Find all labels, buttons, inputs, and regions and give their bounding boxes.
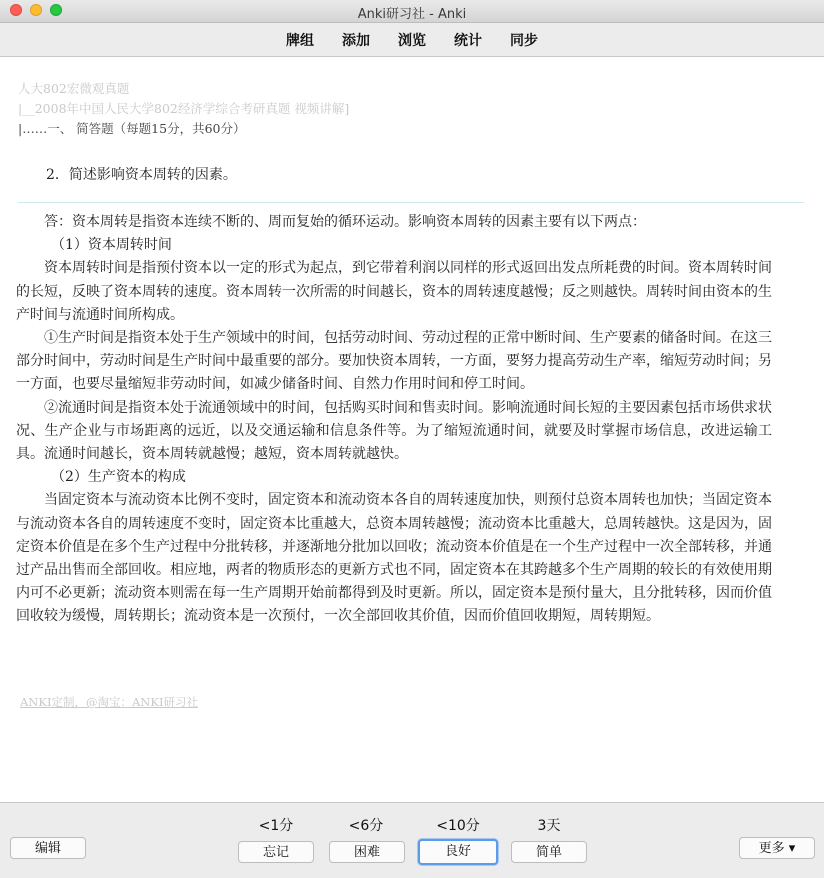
more-button[interactable]: 更多 ▾ xyxy=(739,837,815,859)
toolbar-stats[interactable]: 统计 xyxy=(454,32,482,49)
card-view xyxy=(0,57,824,802)
edit-button[interactable]: 编辑 xyxy=(10,837,86,859)
toolbar-browse[interactable]: 浏览 xyxy=(398,32,426,49)
good-button[interactable]: 良好 xyxy=(418,839,498,865)
footer-watermark[interactable]: ANKI定制，@淘宝：ANKI研习社 xyxy=(20,695,199,709)
toolbar-decks[interactable]: 牌组 xyxy=(286,32,314,49)
card-question: 2．简述影响资本周转的因素。 xyxy=(46,167,237,183)
interval-good: <10分 xyxy=(436,818,480,834)
breadcrumb-section: |……一、 简答题（每题15分，共60分） xyxy=(18,121,246,136)
answer-paragraph: 当固定资本与流动资本比例不变时，固定资本和流动资本各自的周转速度加快，则预付总资本周转也加快；当固定资本与流动资本各自的周转速度不变时，固定资本比重越大，总资本周转越慢；流动资本比重越大，总周转越快。这是因为，固定资本价值是在多个生产过程中分批转移，并逐渐地分批加以回收；流动资本价值是在一个生产过程中一次全部转移，并通过产品出售而全部回收。相应地，两者的物质形态的更新方式也不同，固定资本在其跨越多个生产周期的较长的有效使用期内可不必更新；流动资本则需在每一生产周期开始前都得到及时更新。所以，固定资本是预付量大，且分批转移，因而价值回收较为缓慢，周转期长；流动资本是一次预付，一次全部回收其价值，因而价值回收期短，周转期短。 xyxy=(16,492,772,625)
toolbar-add[interactable]: 添加 xyxy=(342,32,370,49)
answer-bar xyxy=(0,802,824,878)
interval-again: <1分 xyxy=(258,818,294,834)
interval-easy: 3天 xyxy=(537,818,561,834)
easy-button[interactable]: 简单 xyxy=(511,841,587,863)
answer-intro: 答：资本周转是指资本连续不断的、周而复始的循环运动。影响资本周转的因素主要有以下两点： xyxy=(44,214,646,230)
toolbar-sync[interactable]: 同步 xyxy=(510,32,538,49)
breadcrumb-exam: |__2008年中国人民大学802经济学综合考研真题 视频讲解] xyxy=(18,101,350,116)
hard-button[interactable]: 困难 xyxy=(329,841,405,863)
breadcrumb-deck: 人大802宏微观真题 xyxy=(18,81,130,96)
title-bar xyxy=(0,0,824,23)
interval-hard: <6分 xyxy=(348,818,384,834)
main-toolbar xyxy=(0,23,824,57)
again-button[interactable]: 忘记 xyxy=(238,841,314,863)
answer-heading-2: （2）生产资本的构成 xyxy=(51,469,186,486)
answer-divider xyxy=(18,202,804,203)
answer-heading-1: （1）资本周转时间 xyxy=(51,237,172,254)
card-answer xyxy=(16,211,772,629)
answer-paragraph: ①生产时间是指资本处于生产领域中的时间，包括劳动时间、劳动过程的正常中断时间、生产要素的储备时间。在这三部分时间中，劳动时间是生产时间中最重要的部分。要加快资本周转，一方面，要努力提高劳动生产率，缩短劳动时间；另一方面，也要尽量缩短非劳动时间，如减少储备时间、自然力作用时间和停工时间。 xyxy=(16,330,772,393)
answer-paragraph: ②流通时间是指资本处于流通领域中的时间，包括购买时间和售卖时间。影响流通时间长短的主要因素包括市场供求状况、生产企业与市场距离的远近，以及交通运输和信息条件等。为了缩短流通时间，就要及时掌握市场信息，改进运输工具。流通时间越长，资本周转就越慢；越短，资本周转就越快。 xyxy=(16,399,772,463)
window-title: Anki研习社 - Anki xyxy=(357,7,467,22)
answer-paragraph: 资本周转时间是指预付资本以一定的形式为起点，到它带着利润以同样的形式返回出发点所耗费的时间。资本周转时间的长短，反映了资本周转的速度。资本周转一次所需的时间越长，资本的周转速度越慢；反之则越快。周转时间由资本的生产时间与流通时间所构成。 xyxy=(16,260,772,323)
